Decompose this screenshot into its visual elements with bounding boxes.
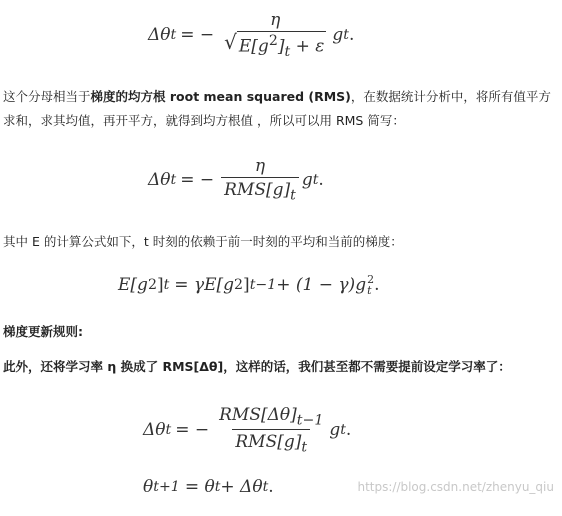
equation-adadelta-delta-sqrt: Δθ t = − η √ $E[g^2]_t + \varepsilon$ g t . (148, 10, 355, 61)
fraction: η √ $E[g^2]_t + \varepsilon$ (224, 10, 325, 61)
heading-update-rule: 梯度更新规则: (3, 324, 83, 339)
equation-running-average: E[g 2 ] t = γE[g 2 ] t−1 + (1 − γ)g 2 t . (118, 273, 380, 297)
fraction: $\frac{\eta}{RMS[g]_t}$ (221, 156, 299, 203)
equation-adadelta-delta-rms: Δθ t = − $\frac{\eta}{RMS[g]_t}$ g t . (148, 156, 324, 204)
paragraph-learning-rate-replaced: 此外，还将学习率 η 换成了 RMS[Δθ]，这样的话，我们甚至都不需要提前设定学习率了： (3, 359, 511, 374)
fraction: $\frac{RMS[\Delta\theta]_{t-1}}{RMS[g]_t}$ (219, 405, 324, 456)
sqrt-symbol: √ $E[g^2]_t + \varepsilon$ (224, 30, 325, 61)
paragraph-rms-explanation: 这个分母相当于梯度的均方根 root mean squared (RMS)，在数据统计分析中，将所有值平方求和，求其均值，再开平方，就得到均方根值 ，所以可以用 RMS 简写： (3, 89, 551, 128)
paragraph-e-formula-intro: 其中 E 的计算公式如下，t 时刻的依赖于前一时刻的平均和当前的梯度： (3, 234, 403, 249)
watermark: https://blog.csdn.net/zhenyu_qiu (357, 480, 554, 494)
equation-adadelta-final: Δθ t = − $\frac{RMS[\Delta\theta]_{t-1}}{RMS[g]_t}$ g t . (143, 405, 352, 456)
equation-parameter-update: θ t+1 = θ t + Δθ t . (143, 477, 274, 497)
